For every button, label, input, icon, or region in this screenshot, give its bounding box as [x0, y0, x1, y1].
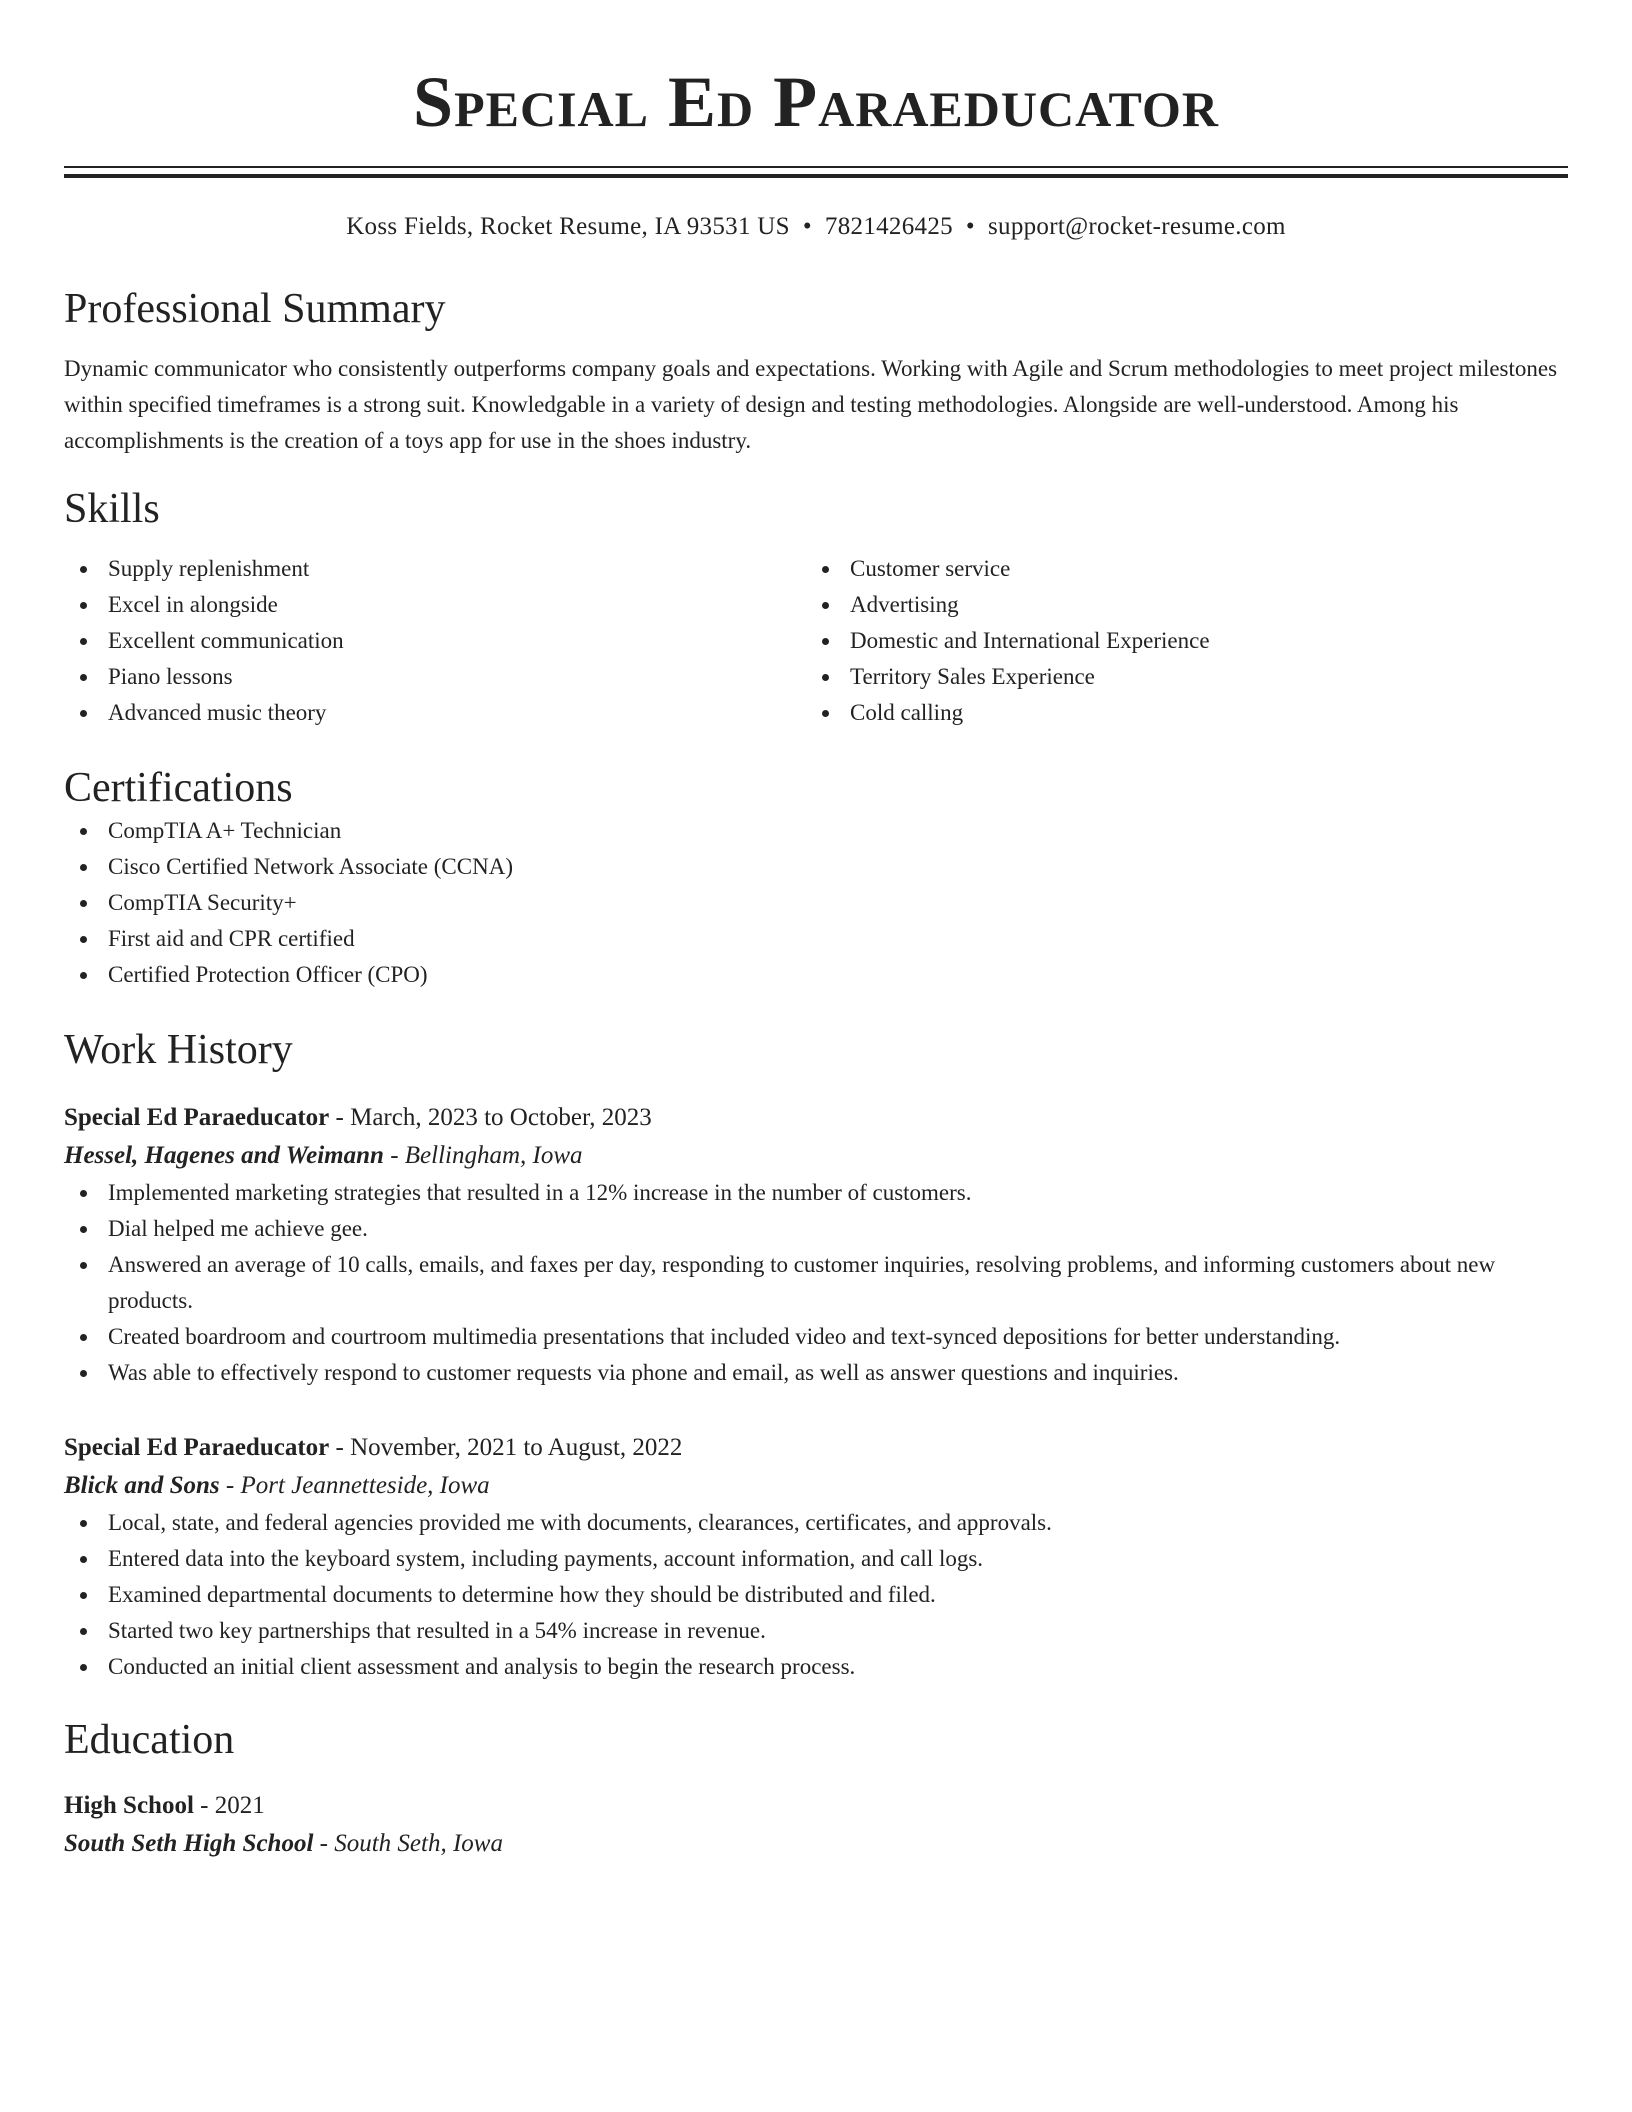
certifications-heading: Certifications: [64, 765, 293, 811]
bullet-icon: [80, 1556, 87, 1563]
bullet-icon: [80, 1664, 87, 1671]
summary-text: Dynamic communicator who consistently outperforms company goals and expectations. Working with Agile and Scrum methodologies to meet project milestones within specified timeframes is a strong suit. Knowledgable in a variety of design and testing methodologies. Alongside are well-understood. Among his accomplishments is the creation of a toys app for use in the shoes industry.: [64, 356, 1558, 453]
skill-item: Cold calling: [806, 695, 1548, 731]
certification-item: Cisco Certified Network Associate (CCNA): [64, 849, 1568, 885]
skill-item: Excel in alongside: [64, 587, 806, 623]
bullet-icon: [80, 828, 87, 835]
job-duty-item: Conducted an initial client assessment and analysis to begin the research process.: [64, 1649, 1568, 1685]
job-location: Bellingham, Iowa: [404, 1142, 583, 1169]
job-duties-list: [64, 1505, 1568, 1685]
job-duty-item: Entered data into the keyboard system, including payments, account information, and call logs.: [64, 1541, 1568, 1577]
skills-column-left: [64, 551, 806, 731]
skill-item: Territory Sales Experience: [806, 659, 1548, 695]
job-duty-item: Implemented marketing strategies that resulted in a 12% increase in the number of customers.: [64, 1175, 1568, 1211]
bullet-icon: [80, 972, 87, 979]
job-company: Blick and Sons: [64, 1472, 220, 1499]
bullet-icon: [80, 864, 87, 871]
bullet-icon: [80, 1370, 87, 1377]
bullet-icon: [80, 1592, 87, 1599]
bullet-icon: [80, 602, 87, 609]
bullet-icon: [822, 566, 829, 573]
bullet-icon: [80, 1628, 87, 1635]
bullet-icon: [80, 710, 87, 717]
skills-list-left: [64, 551, 806, 731]
skill-item: Advertising: [806, 587, 1548, 623]
certifications-list: [64, 813, 1568, 993]
skill-item: Piano lessons: [64, 659, 806, 695]
bullet-icon: [822, 638, 829, 645]
job-title-line: Special Ed Paraeducator - November, 2021 to August, 2022: [64, 1434, 683, 1461]
skill-item: Domestic and International Experience: [806, 623, 1548, 659]
bullet-icon: [822, 674, 829, 681]
education-school-line: South Seth High School - South Seth, Iowa: [64, 1830, 503, 1857]
job-duty-item: Created boardroom and courtroom multimedia presentations that included video and text-synced depositions for better understanding.: [64, 1319, 1568, 1355]
skills-list-right: [806, 551, 1548, 731]
job-duty-item: Examined departmental documents to determine how they should be distributed and filed.: [64, 1577, 1568, 1613]
education-degree: High School: [64, 1792, 194, 1819]
job-dates: March, 2023 to October, 2023: [350, 1104, 652, 1131]
bullet-icon: [80, 936, 87, 943]
skills-heading: Skills: [64, 486, 160, 532]
resume-title: Special Ed Paraeducator: [413, 62, 1219, 142]
skill-item: Supply replenishment: [64, 551, 806, 587]
bullet-icon: [80, 566, 87, 573]
job-company: Hessel, Hagenes and Weimann: [64, 1142, 384, 1169]
skill-item: Excellent communication: [64, 623, 806, 659]
job-company-line: Hessel, Hagenes and Weimann - Bellingham, Iowa: [64, 1142, 583, 1169]
education-school: South Seth High School: [64, 1830, 314, 1857]
bullet-icon: [822, 710, 829, 717]
title-rule-thick: [64, 174, 1568, 178]
education-heading: Education: [64, 1717, 235, 1763]
job-title-line: Special Ed Paraeducator - March, 2023 to October, 2023: [64, 1104, 652, 1131]
job-duty-item: Answered an average of 10 calls, emails, and faxes per day, responding to customer inquiries, resolving problems, and informing customers about new products.: [64, 1247, 1568, 1319]
bullet-icon: [80, 638, 87, 645]
job-duties-list: [64, 1175, 1568, 1391]
education-entry: [64, 1787, 1568, 1863]
job-location: Port Jeannetteside, Iowa: [240, 1472, 490, 1499]
job-duty-item: Dial helped me achieve gee.: [64, 1211, 1568, 1247]
contact-address: Koss Fields, Rocket Resume, IA 93531 US: [346, 213, 790, 240]
education-degree-line: High School - 2021: [64, 1792, 265, 1819]
contact-separator: •: [965, 213, 975, 240]
summary-heading: Professional Summary: [64, 286, 446, 332]
job-title: Special Ed Paraeducator: [64, 1104, 330, 1131]
job-dates: November, 2021 to August, 2022: [350, 1434, 683, 1461]
certification-item: First aid and CPR certified: [64, 921, 1568, 957]
certification-item: Certified Protection Officer (CPO): [64, 957, 1568, 993]
contact-email: support@rocket-resume.com: [987, 213, 1286, 240]
contact-phone: 7821426425: [824, 213, 953, 240]
bullet-icon: [80, 674, 87, 681]
education-year: 2021: [214, 1792, 265, 1819]
skill-item: Advanced music theory: [64, 695, 806, 731]
title-rule-thin: [64, 166, 1568, 168]
bullet-icon: [80, 1226, 87, 1233]
job-duty-item: Started two key partnerships that resulted in a 54% increase in revenue.: [64, 1613, 1568, 1649]
bullet-icon: [80, 1520, 87, 1527]
job-entry: [64, 1429, 1568, 1685]
job-title: Special Ed Paraeducator: [64, 1434, 330, 1461]
bullet-icon: [80, 1334, 87, 1341]
job-duty-item: Local, state, and federal agencies provided me with documents, clearances, certificates, and approvals.: [64, 1505, 1568, 1541]
work-history-heading: Work History: [64, 1027, 293, 1073]
bullet-icon: [822, 602, 829, 609]
bullet-icon: [80, 1190, 87, 1197]
job-entry: [64, 1099, 1568, 1391]
bullet-icon: [80, 900, 87, 907]
skills-column-right: [806, 551, 1548, 731]
skill-item: Customer service: [806, 551, 1548, 587]
contact-line: [64, 212, 1568, 242]
job-duty-item: Was able to effectively respond to customer requests via phone and email, as well as answer questions and inquiries.: [64, 1355, 1568, 1391]
education-location: South Seth, Iowa: [334, 1830, 503, 1857]
certification-item: CompTIA A+ Technician: [64, 813, 1568, 849]
bullet-icon: [80, 1262, 87, 1269]
contact-separator: •: [802, 213, 812, 240]
skills-grid: [64, 551, 1568, 731]
certification-item: CompTIA Security+: [64, 885, 1568, 921]
job-company-line: Blick and Sons - Port Jeannetteside, Iowa: [64, 1472, 490, 1499]
